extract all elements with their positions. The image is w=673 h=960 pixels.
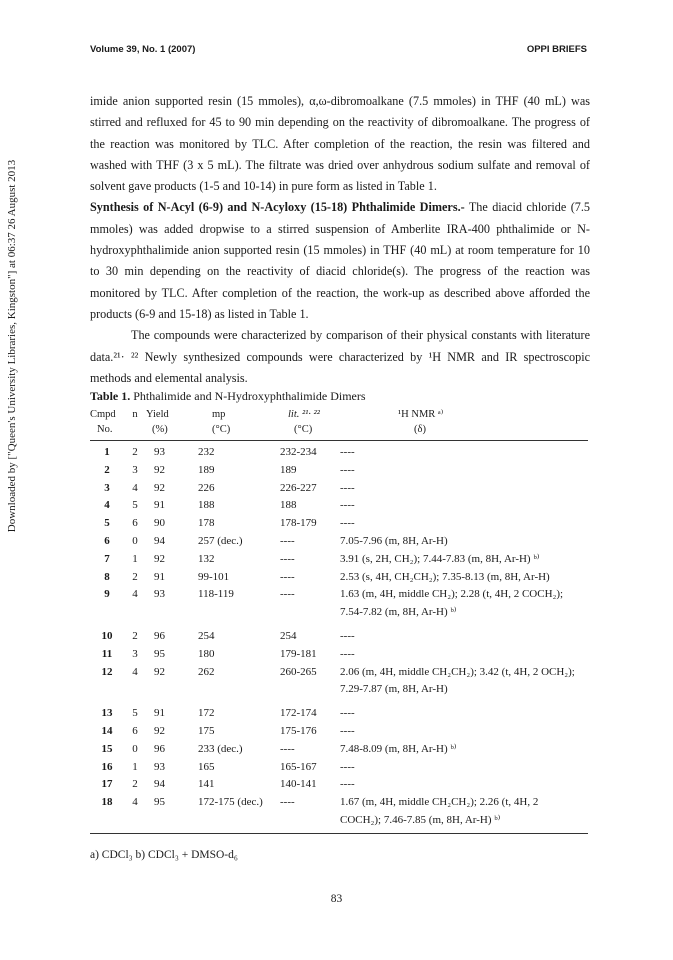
synthesis-text: The diacid chloride (7.5 mmoles) was added dropwise to a stirred suspension of Amberlite IRA-400 phthalimide or N-hydroxyphthalimide anion supported resin (15 mmoles) in THF (40 mL) at room temperature for 10 to 30 min depending on the reactivity of diacid chloride(s). The progress of the reaction was monitored by TLC. After completion of the reaction, the work-up as described above afforded the products (6-9 and 15-18) as listed in Table 1.	[90, 200, 590, 321]
cell-yield: 93	[154, 760, 165, 773]
cell-cmpd: 6	[104, 534, 110, 547]
cell-yield: 90	[154, 517, 165, 530]
paragraph-characterization: The compounds were characterized by comparison of their physical constants with literature data.²¹· ²² Newly synthesized compounds were characterized by ¹H NMR and IR spectroscopic methods and elemental analysis.	[90, 328, 590, 385]
cell-cmpd: 8	[104, 570, 110, 583]
download-watermark	[2, 55, 22, 645]
cell-mp: 233 (dec.)	[198, 742, 243, 755]
header-lit: lit. ²¹· ²²	[288, 409, 320, 420]
cell-n: 1	[132, 552, 138, 565]
cell-nmr: 7.48-8.09 (m, 8H, Ar-H) ᵇ⁾	[340, 742, 457, 755]
cell-n: 3	[132, 463, 138, 476]
cell-n: 2	[132, 570, 138, 583]
cell-mp: 188	[198, 499, 215, 512]
cell-yield: 91	[154, 570, 165, 583]
cell-n: 4	[132, 665, 138, 678]
cell-nmr: ----	[340, 517, 355, 530]
dimers-table	[90, 406, 588, 834]
cell-mp: 118-119	[198, 588, 234, 601]
cell-mp: 257 (dec.)	[198, 534, 243, 547]
cell-mp: 172	[198, 707, 215, 720]
cell-yield: 93	[154, 446, 165, 458]
cell-n: 2	[132, 446, 138, 458]
cell-yield: 92	[154, 724, 165, 737]
cell-lit: ----	[280, 794, 340, 833]
cell-lit: 188	[280, 499, 297, 512]
table-title: Phthalimide and N-Hydroxyphthalimide Dimers	[130, 389, 366, 403]
cell-n: 5	[132, 707, 138, 720]
cell-cmpd: 14	[101, 724, 113, 737]
table-row	[90, 462, 588, 480]
table-row	[90, 776, 588, 794]
cell-cmpd: 9	[104, 588, 110, 601]
cell-yield: 92	[154, 552, 165, 565]
cell-n: 4	[124, 794, 146, 833]
cell-cmpd: 17	[101, 778, 113, 791]
paragraph-procedure: imide anion supported resin (15 mmoles), α,ω-dibromoalkane (7.5 mmoles) in THF (40 mL) was stirred and refluxed for 45 to 90 min depending on the reactivity of dibromoalkane. The progress of the reaction was monitored by TLC. After completion of the reaction, the resin was filtered and washed with THF (3 x 5 mL). The filtrate was dried over anhydrous sodium sulfate and removal of solvent gave products (1-5 and 10-14) in pure form as listed in Table 1.	[90, 94, 590, 194]
journal-volume: Volume 39, No. 1 (2007)	[90, 44, 196, 55]
cell-lit: 189	[280, 463, 297, 476]
cell-yield: 91	[154, 499, 165, 512]
unit-lit: (°C)	[280, 421, 340, 441]
cell-nmr: ----	[340, 629, 355, 642]
body-text	[90, 91, 590, 389]
table-row	[90, 586, 588, 622]
table-row	[90, 441, 588, 462]
cell-cmpd: 16	[101, 760, 113, 773]
cell-n: 6	[132, 517, 138, 530]
cell-nmr: ----	[340, 499, 355, 512]
nmr-line-continued: 7.54-7.82 (m, 8H, Ar-H) ᵇ⁾	[340, 606, 457, 619]
cell-mp: 189	[198, 463, 215, 476]
header-cmpd: Cmpd	[90, 409, 116, 420]
cell-nmr: ----	[340, 778, 355, 791]
table-row	[90, 699, 588, 723]
cell-n: 4	[132, 588, 138, 601]
cell-lit: 254	[280, 629, 297, 642]
cell-mp: 180	[198, 647, 215, 660]
table-row	[90, 551, 588, 569]
synthesis-heading: Synthesis of N-Acyl (6-9) and N-Acyloxy (15-18) Phthalimide Dimers.-	[90, 200, 465, 215]
cell-cmpd: 12	[101, 665, 113, 678]
header-yield: Yield	[146, 409, 169, 420]
unit-nmr: (δ)	[340, 421, 588, 441]
table-row	[90, 497, 588, 515]
cell-mp: 262	[198, 665, 215, 678]
cell-lit: 178-179	[280, 517, 317, 530]
cell-nmr: ----	[340, 446, 355, 458]
table-row	[90, 794, 588, 833]
nmr-line: 2.06 (m, 4H, middle CH₂CH₂); 3.42 (t, 4H, 2 OCH₂);	[340, 665, 575, 678]
cell-yield: 94	[154, 534, 165, 547]
cell-cmpd: 7	[104, 552, 110, 565]
table-row	[90, 664, 588, 700]
cell-nmr: ----	[340, 760, 355, 773]
cell-mp: 165	[198, 760, 215, 773]
cell-n: 3	[132, 647, 138, 660]
section-title: OPPI BRIEFS	[526, 44, 587, 55]
download-note: Downloaded by ["Queen's University Libraries, Kingston"] at 06:37 26 August 2013	[6, 159, 18, 533]
cell-mp: 226	[198, 481, 215, 494]
table-row	[90, 759, 588, 777]
table-row	[90, 480, 588, 498]
cell-n: 0	[132, 742, 138, 755]
cell-lit: ----	[280, 534, 295, 547]
table-row	[90, 622, 588, 646]
cell-nmr: ----	[340, 724, 355, 737]
table-row	[90, 741, 588, 759]
cell-n: 4	[132, 481, 138, 494]
cell-lit: 165-167	[280, 760, 317, 773]
cell-lit: 260-265	[280, 665, 317, 678]
cell-n: 5	[132, 499, 138, 512]
paragraph-synthesis	[90, 197, 590, 325]
cell-mp: 175	[198, 724, 215, 737]
cell-yield: 93	[154, 588, 165, 601]
cell-n: 2	[132, 629, 138, 642]
table-row	[90, 515, 588, 533]
cell-yield: 95	[154, 647, 165, 660]
cell-lit: ----	[280, 552, 295, 565]
cell-lit: 140-141	[280, 778, 317, 791]
unit-cmpd: No.	[90, 421, 124, 441]
cell-yield: 91	[154, 707, 165, 720]
cell-cmpd: 2	[104, 463, 110, 476]
cell-lit: 179-181	[280, 647, 317, 660]
cell-nmr: 3.91 (s, 2H, CH₂); 7.44-7.83 (m, 8H, Ar-H) ᵇ⁾	[340, 552, 540, 565]
cell-nmr	[340, 664, 588, 700]
cell-lit: 232-234	[280, 446, 317, 458]
cell-yield: 92	[154, 481, 165, 494]
table-footnote: a) CDCl₃ b) CDCl₃ + DMSO-d₆	[90, 849, 238, 861]
cell-mp: 172-175 (dec.)	[198, 794, 280, 833]
header-nmr: ¹H NMR ᵃ⁾	[398, 409, 444, 420]
cell-n: 0	[132, 534, 138, 547]
nmr-line: 1.67 (m, 4H, middle CH₂CH₂); 2.26 (t, 4H, 2	[340, 796, 539, 809]
cell-mp: 99-101	[198, 570, 230, 583]
page-number: 83	[330, 893, 343, 905]
cell-n: 6	[132, 724, 138, 737]
cell-nmr	[340, 794, 588, 833]
cell-cmpd: 18	[90, 794, 124, 833]
cell-n: 2	[132, 778, 138, 791]
cell-nmr: 2.53 (s, 4H, CH₂CH₂); 7.35-8.13 (m, 8H, Ar-H)	[340, 570, 550, 583]
cell-lit: 172-174	[280, 707, 317, 720]
cell-yield: 92	[154, 665, 165, 678]
cell-yield: 96	[154, 629, 165, 642]
cell-lit: ----	[280, 588, 295, 601]
cell-mp: 178	[198, 517, 215, 530]
cell-yield: 94	[154, 778, 165, 791]
cell-cmpd: 11	[101, 647, 113, 660]
nmr-line-continued: 7.29-7.87 (m, 8H, Ar-H)	[340, 683, 448, 696]
cell-yield: 96	[154, 742, 165, 755]
cell-mp: 232	[198, 446, 215, 458]
unit-n	[124, 421, 146, 441]
cell-cmpd: 15	[101, 742, 113, 755]
nmr-line: 1.63 (m, 4H, middle CH₂); 2.28 (t, 4H, 2 COCH₂);	[340, 588, 564, 601]
table-caption	[90, 389, 366, 404]
cell-nmr: ----	[340, 463, 355, 476]
cell-nmr: ----	[340, 707, 355, 720]
unit-yield: (%)	[146, 421, 198, 441]
table-label: Table 1.	[90, 389, 131, 403]
cell-mp: 254	[198, 629, 215, 642]
cell-nmr: ----	[340, 647, 355, 660]
cell-cmpd: 1	[104, 446, 110, 458]
cell-nmr	[340, 586, 588, 622]
cell-cmpd: 13	[101, 707, 113, 720]
table-row	[90, 533, 588, 551]
cell-yield: 95	[146, 794, 198, 833]
cell-lit: 175-176	[280, 724, 317, 737]
cell-n: 1	[132, 760, 138, 773]
cell-nmr: 7.05-7.96 (m, 8H, Ar-H)	[340, 534, 448, 547]
header-n: n	[132, 409, 138, 420]
table-row	[90, 569, 588, 587]
unit-mp: (°C)	[198, 421, 280, 441]
header-mp: mp	[212, 409, 226, 420]
cell-nmr: ----	[340, 481, 355, 494]
cell-lit: ----	[280, 742, 295, 755]
cell-mp: 141	[198, 778, 215, 791]
table-row	[90, 646, 588, 664]
cell-cmpd: 3	[104, 481, 110, 494]
table-header-row	[90, 406, 588, 421]
cell-cmpd: 5	[104, 517, 110, 530]
nmr-line-continued: COCH₂); 7.46-7.85 (m, 8H, Ar-H) ᵇ⁾	[340, 813, 501, 826]
cell-yield: 92	[154, 463, 165, 476]
table-units-row	[90, 421, 588, 441]
cell-cmpd: 4	[104, 499, 110, 512]
cell-mp: 132	[198, 552, 215, 565]
cell-lit: ----	[280, 570, 295, 583]
table-row	[90, 723, 588, 741]
cell-cmpd: 10	[101, 629, 113, 642]
cell-lit: 226-227	[280, 481, 317, 494]
